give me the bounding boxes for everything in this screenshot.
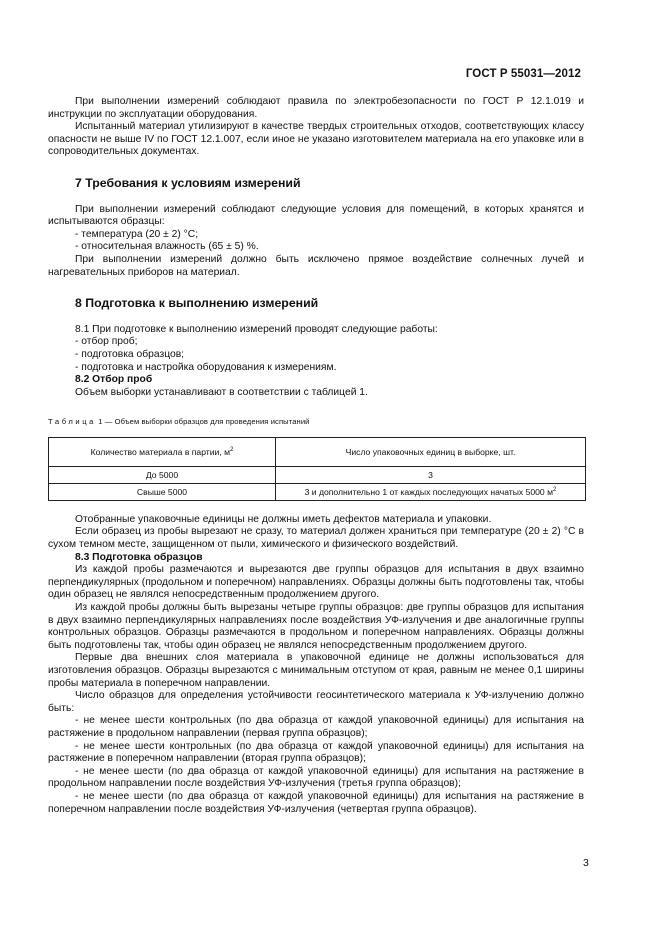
section-7-title: 7 Требования к условиям измерений <box>75 175 301 190</box>
table-header-row <box>49 437 586 466</box>
paragraph: Число образцов для определения устойчивости геосинтетического материала к УФ-излучению должно быть: <box>48 690 584 714</box>
paragraph: При выполнении измерений соблюдают следующие условия для помещений, в которых хранятся и испытываются образцы: <box>48 203 584 228</box>
list-item: - не менее шести контрольных (по два образца от каждой упаковочной единицы) для испытания на растяжение в поперечном направлении (вторая группа образцов); <box>48 740 584 765</box>
table-caption-text: 1 — Объем выборки образцов для проведения испытаний <box>95 417 310 427</box>
document-header: ГОСТ Р 55031—2012 <box>465 68 581 80</box>
table-caption <box>48 416 584 429</box>
list-item: - не менее шести контрольных (по два образца от каждой упаковочной единицы) для испытания на растяжение в продольном направлении (первая группа образцов); <box>48 715 584 739</box>
list-item: - отбор проб; <box>75 336 138 348</box>
table-cell: Свыше 5000 <box>49 483 276 500</box>
page-content <box>48 96 584 816</box>
paragraph: Испытанный материал утилизируют в качестве твердых строительных отходов, соответствующих классу опасности не выше IV по ГОСТ 12.1.007, если иное не указано изготовителем материала на его упаковке или в сопроводительных документах. <box>48 121 584 158</box>
paragraph: Если образец из пробы вырезают не сразу, то материал должен храниться при температуре (20 ± 2) °С в сухом темном месте, защищенном от пыли, химического и физического воздействий. <box>48 526 584 551</box>
paragraph: При выполнении измерений соблюдают правила по электробезопасности по ГОСТ Р 12.1.019 и инструкции по эксплуатации оборудования. <box>48 96 584 120</box>
list-item: - относительная влажность (65 ± 5) %. <box>75 241 259 253</box>
paragraph: Первые два внешних слоя материала в упаковочной единице не должны использоваться для изготовления образцов. Образцы вырезаются с минимальным отступом от края, равным не менее 0,1 ширины пробы материала в поперечном направлении. <box>48 652 584 689</box>
table-row <box>49 483 586 500</box>
table-header-cell: Количество материала в партии, $м^2$ <box>49 437 276 466</box>
list-item: - подготовка образцов; <box>75 348 185 360</box>
list-item: - не менее шести (по два образца от каждой упаковочной единицы) для испытания на растяжение в продольном направлении после воздействия УФ-излучения (третья группа образцов); <box>48 765 584 790</box>
paragraph: Отобранные упаковочные единицы не должны иметь дефектов материала и упаковки. <box>75 513 492 525</box>
table-row <box>49 466 586 483</box>
list-item: - не менее шести (по два образца от каждой упаковочной единицы) для испытания на растяжение в поперечном направлении после воздействия УФ-излучения (четвертая группа образцов). <box>48 790 584 815</box>
table-cell: 3 и дополнительно 1 от каждых последующих начатых 5000 $м^2$ <box>276 483 586 500</box>
page-number: 3 <box>583 857 589 869</box>
subsection-8-3-title: 8.3 Подготовка образцов <box>75 551 203 563</box>
table-cell: До 5000 <box>49 466 276 483</box>
paragraph: 8.1 При подготовке к выполнению измерений проводят следующие работы: <box>75 323 438 335</box>
paragraph: Объем выборки устанавливают в соответствии с таблицей 1. <box>75 386 368 398</box>
paragraph: При выполнении измерений должно быть исключено прямое воздействие солнечных лучей и нагревательных приборов на материал. <box>48 253 584 278</box>
paragraph: Из каждой пробы размечаются и вырезаются две группы образцов для испытания в двух взаимно перпендикулярных (продольном и поперечном) направлениях. Образцы должны быть подготовлены так, чтобы один образец не являлся непосредственным продолжением другого. <box>48 564 584 601</box>
table-caption-word: Таблица <box>48 417 96 427</box>
sample-size-table <box>48 437 586 501</box>
list-item: - температура (20 ± 2) °С; <box>75 228 199 240</box>
paragraph: Из каждой пробы должны быть вырезаны четыре группы образцов: две группы образцов для испытания в двух взаимно перпендикулярных направлениях после воздействия УФ-излучения и две аналогичные группы контрольных образцов. Образцы размечаются в продольном и поперечном направлениях. Образцы должны быть подготовлены так, чтобы один образец не являлся непосредственным продолжением другого. <box>48 602 584 651</box>
section-8-title: 8 Подготовка к выполнению измерений <box>75 296 319 311</box>
subsection-8-2-title: 8.2 Отбор проб <box>75 374 153 386</box>
table-header-cell: Число упаковочных единиц в выборке, шт. <box>276 437 586 466</box>
list-item: - подготовка и настройка оборудования к измерениям. <box>75 361 337 373</box>
table-cell: 3 <box>276 466 586 483</box>
